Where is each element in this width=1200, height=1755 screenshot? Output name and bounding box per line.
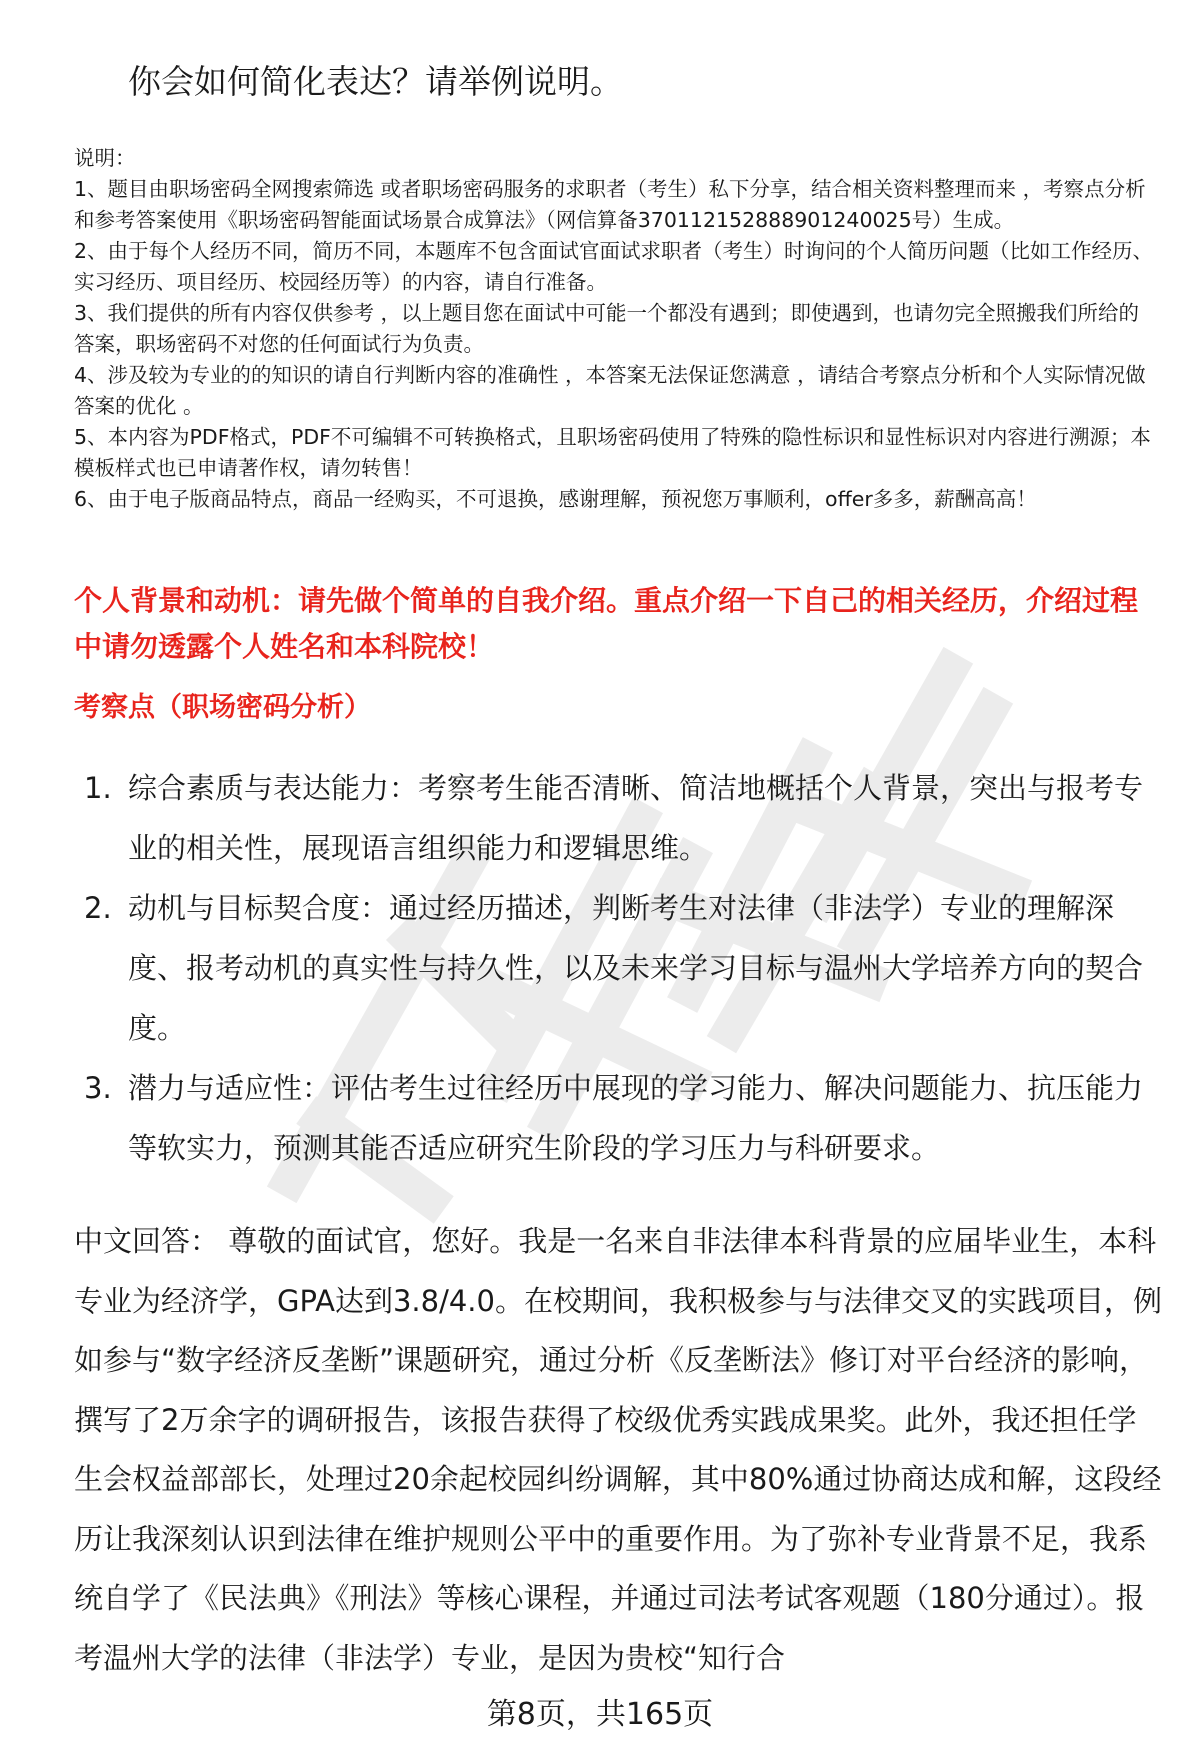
note-item: 4、涉及较为专业的的知识的请自行判断内容的准确性 ，本答案无法保证您满意 ，请结合考察点分析和个人实际情况做答案的优化 。 [74,363,1146,418]
note-item: 3、我们提供的所有内容仅供参考 ，以上题目您在面试中可能一个都没有遇到；即使遇到，也请勿完全照搬我们所给的答案，职场密码不对您的任何面试行为负责。 [74,301,1140,356]
analysis-heading: 考察点（职场密码分析） [74,692,371,723]
note-item: 1、题目由职场密码全网搜索筛选 或者职场密码服务的求职者（考生）私下分享，结合相关资料整理而来 ，考察点分析和参考答案使用《职场密码智能面试场景合成算法》（网信算备370112152888901240025号）生成。 [74,177,1146,232]
answer-text: 中文回答： 尊敬的面试官，您好。我是一名来自非法律本科背景的应届毕业生，本科专业为经济学，GPA达到3.8/4.0。在校期间，我积极参与与法律交叉的实践项目，例如参与“数字经济反垄断”课题研究，通过分析《反垄断法》修订对平台经济的影响，撰写了2万余字的调研报告，该报告获得了校级优秀实践成果奖。此外，我还担任学生会权益部部长，处理过20余起校园纠纷调解，其中80%通过协商达成和解，这段经历让我深刻认识到法律在维护规则公平中的重要作用。为了弥补专业背景不足，我系统自学了《民法典》《刑法》等核心课程，并通过司法考试客观题（180分通过）。报考温州大学的法律（非法学）专业，是因为贵校“知行合 [74,1224,1162,1675]
list-item [84,1058,1164,1178]
page-number: 第8页，共165页 [486,1697,714,1732]
list-text: 动机与目标契合度：通过经历描述，判断考生对法律（非法学）专业的理解深度、报考动机的真实性与持久性，以及未来学习目标与温州大学培养方向的契合度。 [128,891,1144,1045]
notes-section [74,143,1154,515]
list-number: 1. [84,771,112,805]
list-item [84,878,1164,1058]
lead-question: 你会如何简化表达？请举例说明。 [128,62,623,101]
list-number: 3. [84,1071,112,1105]
note-item: 6、由于电子版商品特点，商品一经购买，不可退换，感谢理解，预祝您万事顺利，offer多多，薪酬高高！ [74,487,1037,511]
list-text: 综合素质与表达能力：考察考生能否清晰、简洁地概括个人背景，突出与报考专业的相关性，展现语言组织能力和逻辑思维。 [128,771,1144,865]
list-number: 2. [84,891,112,925]
note-item: 5、本内容为PDF格式，PDF不可编辑不可转换格式，且职场密码使用了特殊的隐性标识和显性标识对内容进行溯源；本模板样式也已申请著作权，请勿转售！ [74,425,1151,480]
notes-heading: 说明： [74,146,136,170]
note-item: 2、由于每个人经历不同，简历不同，本题库不包含面试官面试求职者（考生）时询问的个人简历问题（比如工作经历、实习经历、项目经历、校园经历等）的内容，请自行准备。 [74,239,1154,294]
list-text: 潜力与适应性：评估考生过往经历中展现的学习能力、解决问题能力、抗压能力等软实力，预测其能否适应研究生阶段的学习压力与科研要求。 [128,1071,1144,1165]
analysis-points [84,758,1164,1178]
interview-question: 个人背景和动机：请先做个简单的自我介绍。重点介绍一下自己的相关经历，介绍过程中请勿透露个人姓名和本科院校！ [74,584,1139,663]
list-item [84,758,1164,878]
